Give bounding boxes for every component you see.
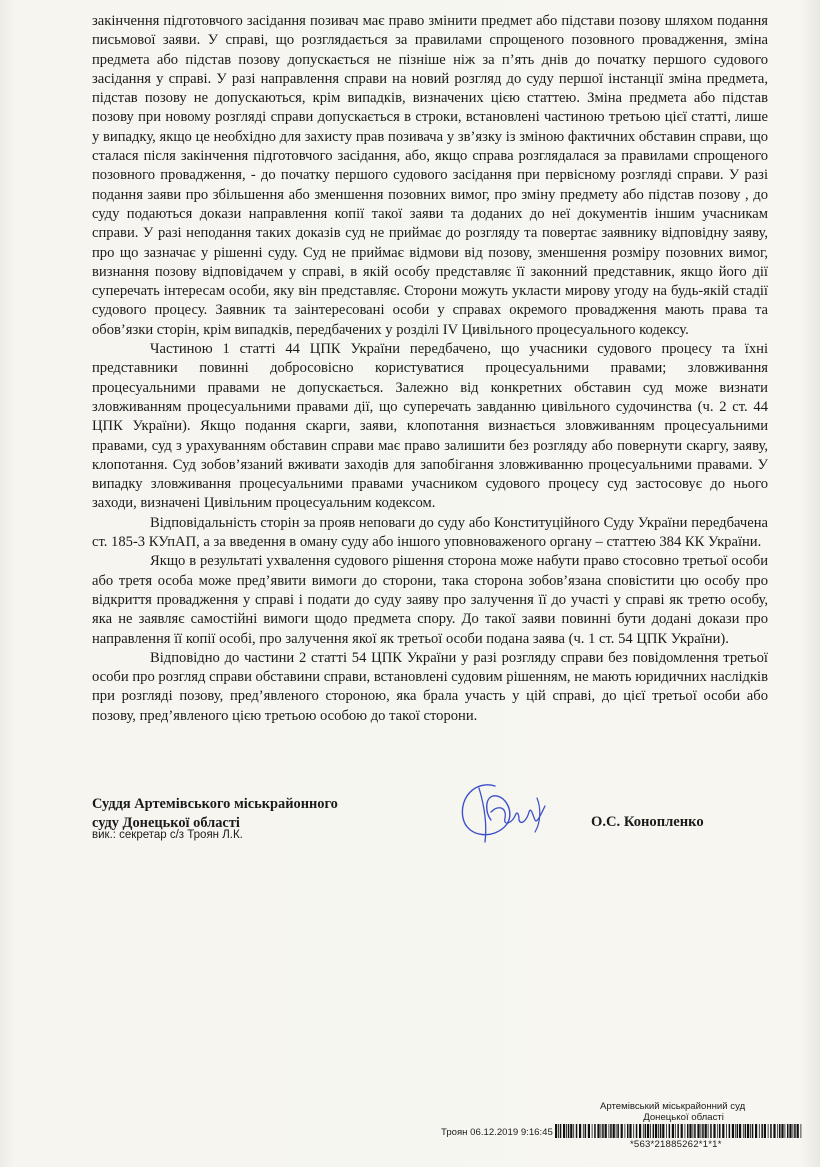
court-stamp bbox=[600, 1101, 745, 1123]
paragraph: Частиною 1 статті 44 ЦПК України передбачено, що учасники судового процесу та їхні представники повинні добросовісно користуватися процесуальними правами; зловживання процесуальними правами не допускається. Залежно від конкретних обставин суд може визнати зловживанням процесуальними правами дії, що суперечать завданню цивільного судочинства (ч. 2 ст. 44 ЦПК України). Якщо подання скарги, заяви, клопотання визнається зловживанням процесуальними правами, суд з урахуванням обставин справи має право залишити без розгляду або повернути скаргу, заяву, клопотання. Суд зобов’язаний вживати заходів для запобігання зловживанню процесуальними правами. У випадку зловживання процесуальними правами учасником судового процесу суд застосовує до нього заходи, визначені Цивільним процесуальним кодексом. bbox=[92, 341, 768, 512]
paragraph: закінчення підготовчого засідання позивач має право змінити предмет або підстави позову шляхом подання письмової заяви. У справі, що розглядається за правилами спрощеного позовного провадження, зміна предмета або підстав позову допускається не пізніше ніж за п’ять днів до початку першого судового засідання у справі. У разі направлення справи на новий розгляд до суду першої інстанції зміна предмета, підстав позову не допускаються, крім випадків, визначених цією статтею. Зміна предмета або підстав позову при новому розгляді справи допускається в строки, встановлені частиною третьою цієї статті, лише у випадку, якщо це необхідно для захисту прав позивача у зв’язку із зміною фактичних обставин справи, що сталася після закінчення підготовчого засідання, або, якщо справа розглядалася за правилами спрощеного позовного провадження, - до початку першого судового засідання при первісному розгляді справи. У разі подання заяви про збільшення або зменшення позовних вимог, про зміну предмету або підстав позову , до суду подаються докази направлення копії такої заяви та доданих до неї документів іншим учасникам справи. У разі неподання таких доказів суд не приймає до розгляду та повертає заявнику відповідну заяву, про що зазначає у рішенні суду. Суд не приймає відмови від позову, зменшення розміру позовних вимог, визнання позову відповідачем у справі, в якій особу представляє її законний представник, якщо його дії суперечать інтересам особи, яку він представляє. Сторони можуть укласти мирову угоду на будь-якій стадії судового процесу. Заявник та заінтересовані особи у справах окремого провадження мають права та обов’язки сторін, крім випадків, передбачених у розділі IV Цивільного процесуального кодексу. bbox=[92, 13, 768, 338]
court-region: Донецької області bbox=[643, 1112, 724, 1123]
judge-title-line: Суддя Артемівського міськрайонного bbox=[92, 796, 338, 812]
paragraph: Якщо в результаті ухвалення судового рішення сторона може набути право стосовно третьої особи або третя особа може пред’явити вимоги до сторони, така сторона зобов’язана сповістити цю особу про відкриття провадження у справі і подати до суду заяву про залучення її до участі у справі як третю особу, яка не заявляє самостійні вимоги щодо предмета спору. До такої заяви повинні бути додані докази про направлення її копії особі, про залучення якої як третьої особи подана заява (ч. 1 ст. 54 ЦПК України). bbox=[92, 553, 768, 647]
signature-block bbox=[92, 795, 792, 855]
print-user-time: Троян 06.12.2019 9:16:45 bbox=[441, 1127, 553, 1138]
handwritten-signature bbox=[455, 768, 555, 848]
court-name: Артемівський міськрайонний суд bbox=[600, 1101, 746, 1112]
barcode bbox=[555, 1124, 802, 1138]
paragraph: Відповідальність сторін за прояв неповаги до суду або Конституційного Суду України передбачена ст. 185-3 КУпАП, а за введення в оману суду або іншого уповноваженого органу – статтею 384 КК України. bbox=[92, 514, 768, 551]
judge-name: О.С. Конопленко bbox=[591, 814, 704, 830]
judge-title bbox=[92, 795, 338, 832]
paragraph: Відповідно до частини 2 статті 54 ЦПК України у разі розгляду справи без повідомлення третьої особи про розгляд справи обставини справи, встановлені судовим рішенням, не мають юридичних наслідків при розгляді позову, пред’явленого стороною, яка брала участь у цій справі, до цієї третьої особи або позову, пред’явленого цією третьою особою до такої сторони. bbox=[92, 649, 768, 724]
executor-note: вик.: секретар с/з Троян Л.К. bbox=[92, 829, 243, 841]
barcode-number: *563*21885262*1*1* bbox=[630, 1139, 722, 1150]
judge-title-line: суду Донецької області bbox=[92, 814, 240, 831]
document-body bbox=[92, 12, 768, 726]
